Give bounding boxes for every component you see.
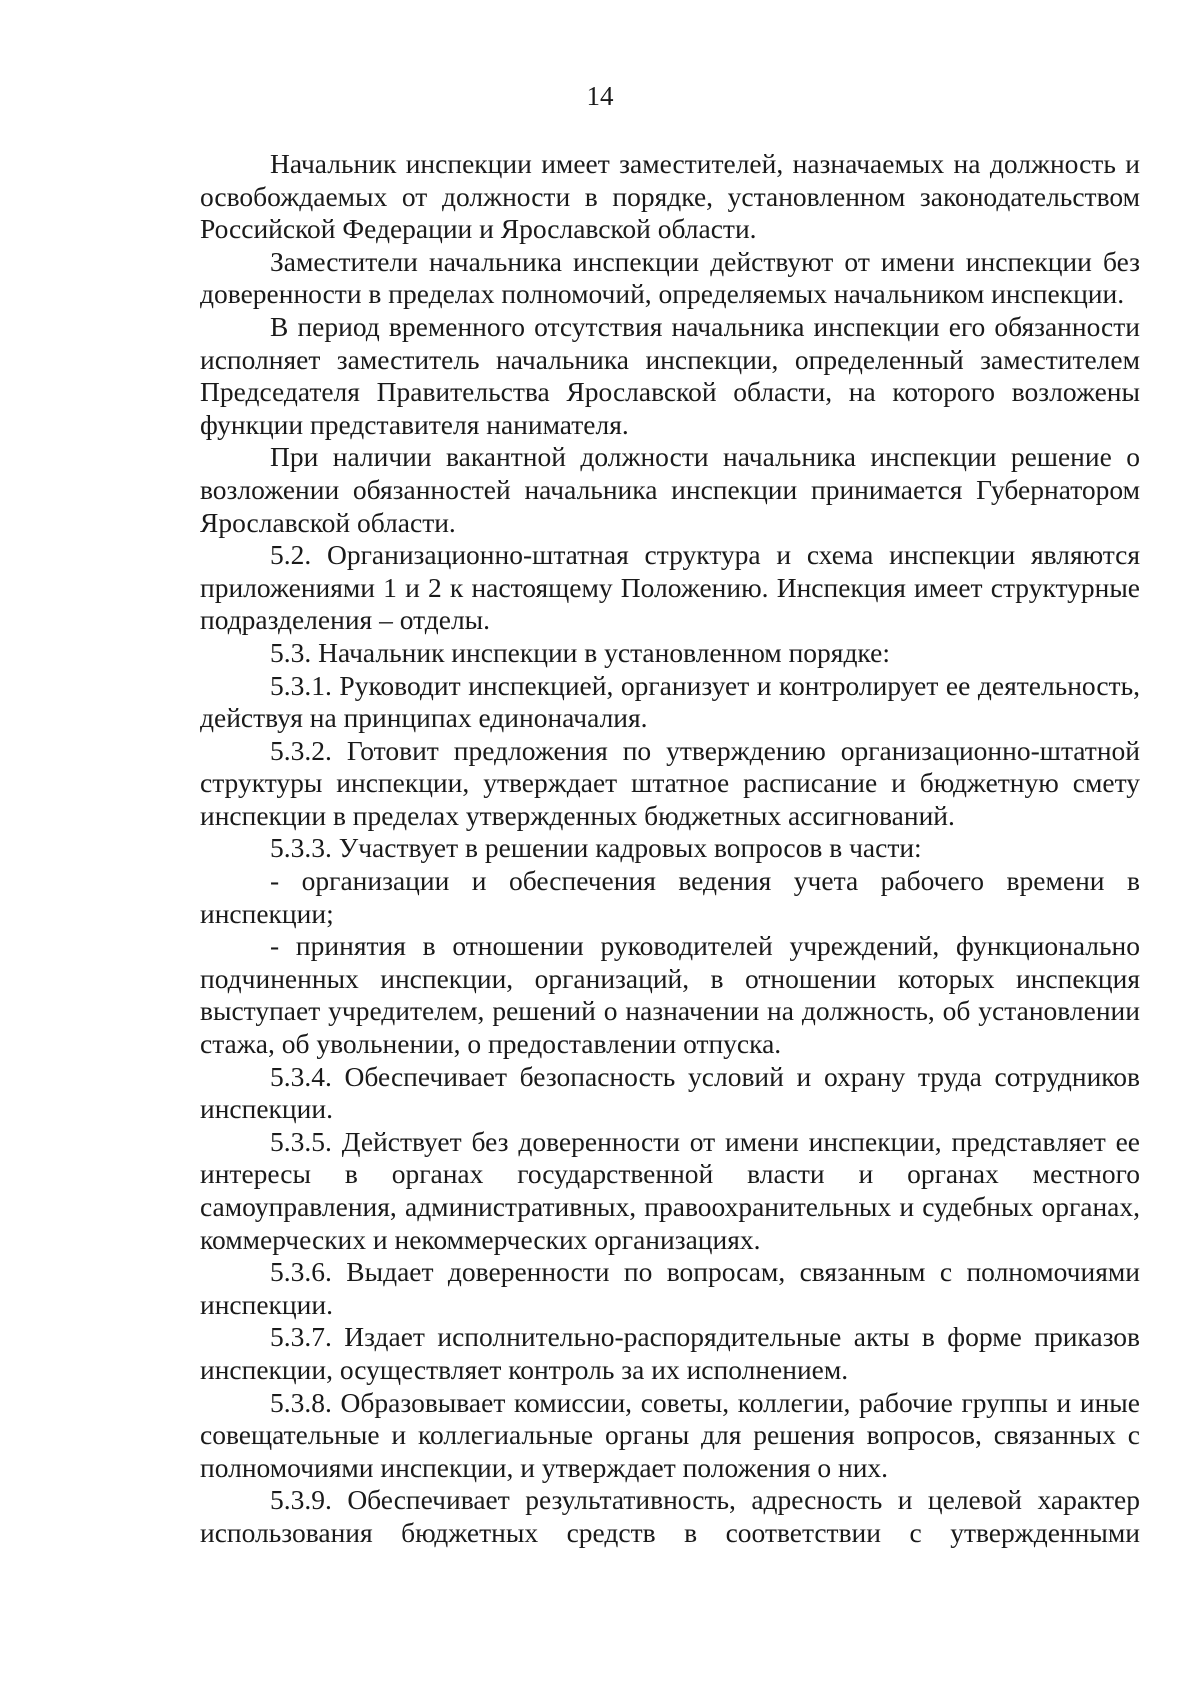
paragraph-5-3-5: 5.3.5. Действует без доверенности от имени инспекции, представляет ее интересы в органах государственной власти и органах местного самоуправления, административных, правоохранительных и судебных органах, коммерческих и некоммерческих организациях. [200,1125,1140,1255]
paragraph-5-3-2: 5.3.2. Готовит предложения по утверждению организационно-штатной структуры инспекции, утверждает штатное расписание и бюджетную смету инспекции в пределах утвержденных бюджетных ассигнований. [200,734,1140,831]
paragraph-5-3-7: 5.3.7. Издает исполнительно-распорядительные акты в форме приказов инспекции, осуществляет контроль за их исполнением. [200,1321,1140,1385]
paragraph-deputies-authority: Заместители начальника инспекции действуют от имени инспекции без доверенности в пределах полномочий, определяемых начальником инспекции. [200,245,1140,310]
paragraph-5-3-6: 5.3.6. Выдает доверенности по вопросам, связанным с полномочиями инспекции. [200,1256,1140,1320]
paragraph-temporary-absence: В период временного отсутствия начальника инспекции его обязанности исполняет заместитель начальника инспекции, определенный заместителем Председателя Правительства Ярославской области, на которого возложены функции представителя нанимателя. [200,310,1140,440]
page-number: 14 [586,81,614,111]
paragraph-5-3: 5.3. Начальник инспекции в установленном порядке: [270,636,890,668]
list-item-work-time: - организации и обеспечения ведения учета рабочего времени в инспекции; [200,865,1140,929]
paragraph-deputies-appointment: Начальник инспекции имеет заместителей, назначаемых на должность и освобождаемых от должности в порядке, установленном законодательством Российской Федерации и Ярославской области. [200,148,1140,245]
paragraph-5-3-1: 5.3.1. Руководит инспекцией, организует и контролирует ее деятельность, действуя на принципах единоначалия. [200,669,1140,734]
paragraph-5-2: 5.2. Организационно-штатная структура и схема инспекции являются приложениями 1 и 2 к настоящему Положению. Инспекция имеет структурные подразделения – отделы. [200,539,1140,636]
paragraph-vacant-position: При наличии вакантной должности начальника инспекции решение о возложении обязанностей начальника инспекции принимается Губернатором Ярославской области. [200,441,1140,538]
paragraph-5-3-3: 5.3.3. Участвует в решении кадровых вопросов в части: [270,832,922,864]
document-body [200,148,1140,1550]
paragraph-5-3-9: 5.3.9. Обеспечивает результативность, адресность и целевой характер использования бюджетных средств в соответствии с утвержденными [200,1484,1140,1548]
paragraph-5-3-4: 5.3.4. Обеспечивает безопасность условий и охрану труда сотрудников инспекции. [200,1060,1140,1125]
list-item-managers-decisions: - принятия в отношении руководителей учреждений, функционально подчиненных инспекции, организаций, в отношении которых инспекция выступает учредителем, решений о назначении на должность, об установлении стажа, об увольнении, о предоставлении отпуска. [200,930,1140,1060]
paragraph-5-3-8: 5.3.8. Образовывает комиссии, советы, коллегии, рабочие группы и иные совещательные и коллегиальные органы для решения вопросов, связанных с полномочиями инспекции, и утверждает положения о них. [200,1386,1140,1483]
